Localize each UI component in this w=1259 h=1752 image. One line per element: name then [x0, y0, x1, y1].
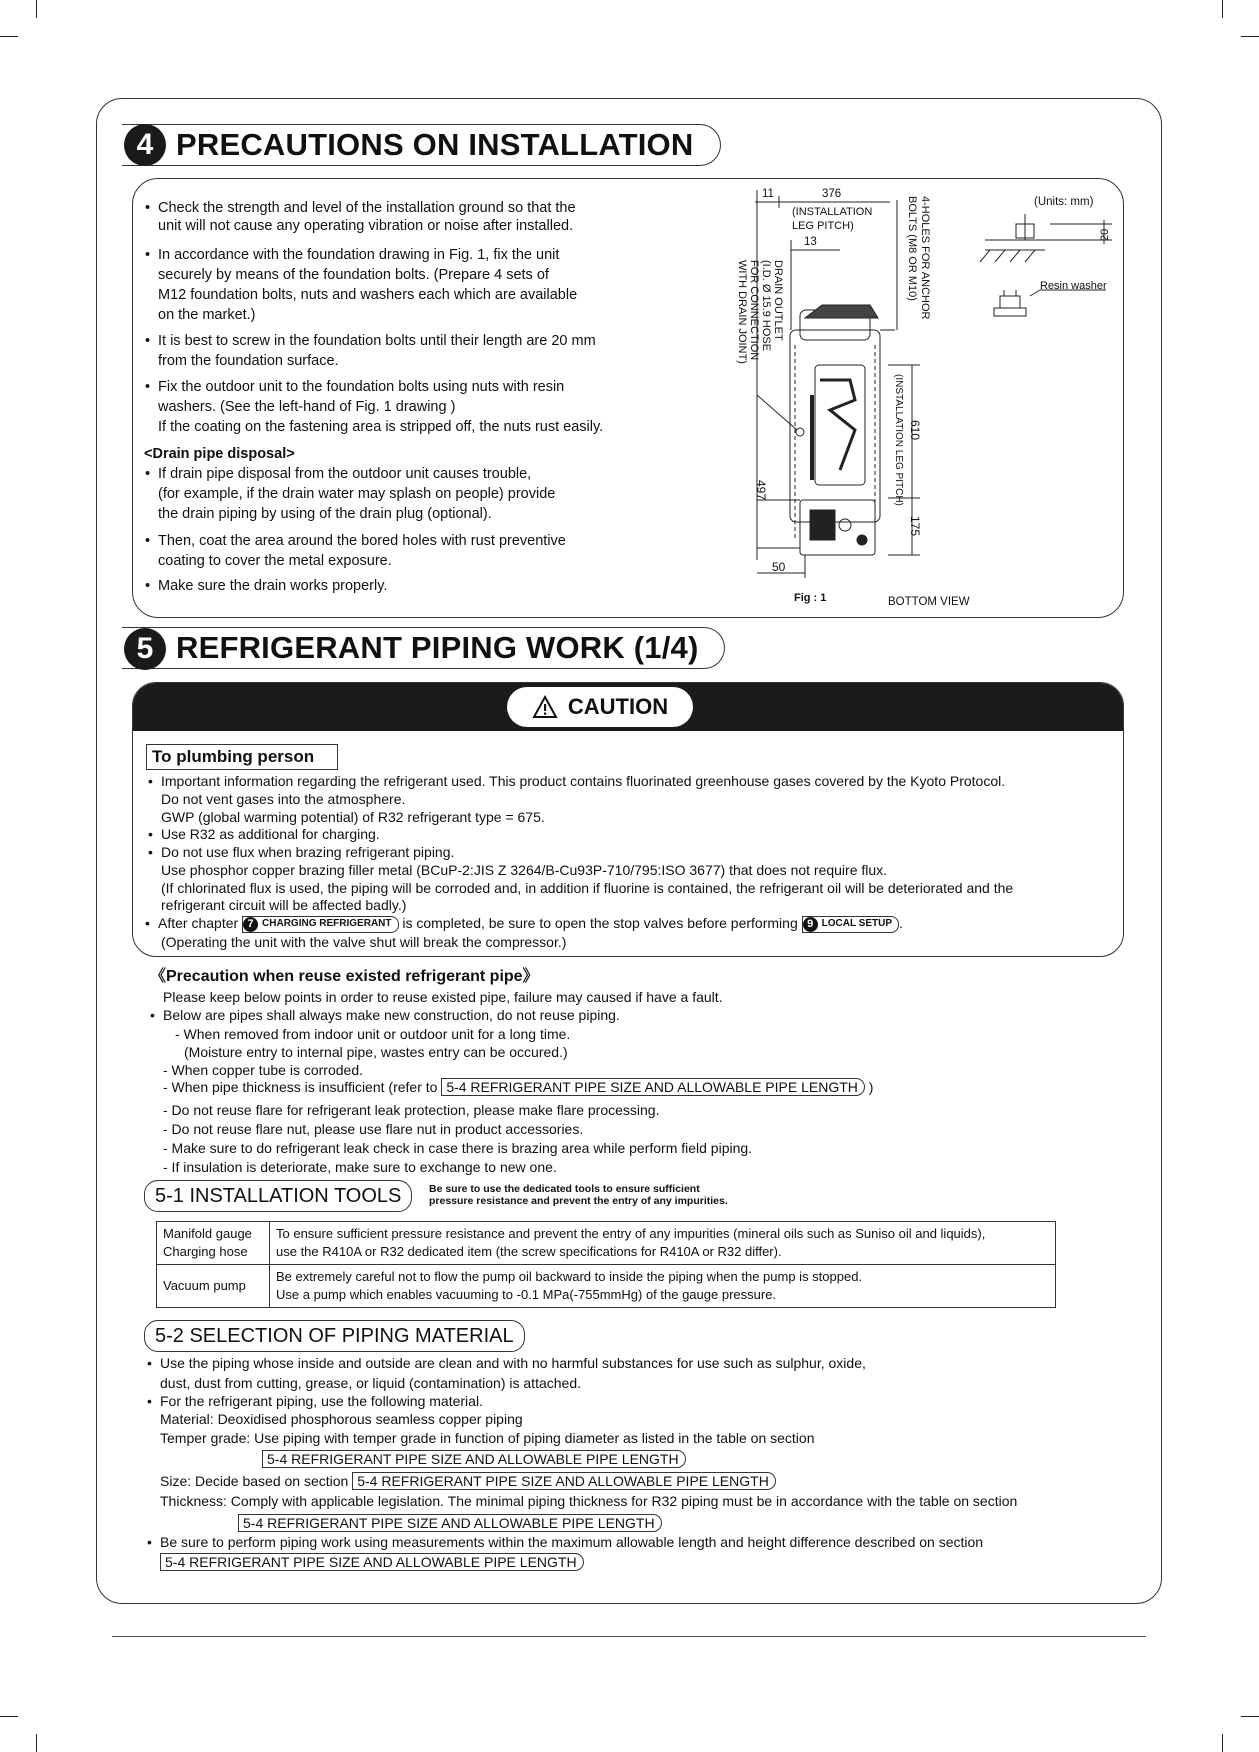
crop-mark	[1222, 0, 1223, 18]
warning-icon	[532, 695, 558, 719]
tool-name-cell: Vacuum pump	[157, 1265, 270, 1308]
fig-resin-washer: Resin washer	[1040, 280, 1107, 292]
caution-line-chapters: • After chapter 7 CHARGING REFRIGERANT is completed, be sure to open the stop valves before performing 9 LOCAL SETUP .	[158, 914, 903, 933]
s4-drain-bullet-3: • Make sure the drain works properly.	[158, 577, 387, 595]
s4-bullet-4: • Fix the outdoor unit to the foundation bolts using nuts with resin washers. (See the left-hand of Fig. 1 drawing ) If the coating on the fastening area is stripped off, the nuts rust easily.	[158, 377, 603, 437]
section-5-1-note: Be sure to use the dedicated tools to ensure sufficient pressure resistance and prevent the entry of any impurities.	[429, 1183, 728, 1207]
reuse-line: Please keep below points in order to reuse existed pipe, failure may caused if have a fault.	[163, 989, 723, 1005]
caution-line: Use phosphor copper brazing filler metal (BCuP-2:JIS Z 3264/B-Cu93P-710/795:ISO 3677) that does not require flux.	[161, 862, 888, 878]
s52-line: • For the refrigerant piping, use the following material.	[160, 1392, 483, 1410]
s52-line: • Be sure to perform piping work using measurements within the maximum allowable length and height difference described on section	[160, 1533, 983, 1551]
fig-dim-376: 376	[822, 188, 842, 200]
fig-units: (Units: mm)	[1034, 196, 1094, 208]
tool-desc-cell: Be extremely careful not to flow the pump oil backward to inside the piping when the pump is stopped. Use a pump which enables vacuuming to -0.1 MPa(-755mmHg) of the gauge pressure.	[270, 1265, 1056, 1308]
section-4-title: PRECAUTIONS ON INSTALLATION	[176, 127, 694, 162]
ref-5-4-link[interactable]: 5-4 REFRIGERANT PIPE SIZE AND ALLOWABLE PIPE LENGTH	[262, 1450, 686, 1468]
s52-line: Material: Deoxidised phosphorous seamless copper piping	[160, 1411, 523, 1427]
fig-drain-label: DRAIN OUTLET (I.D. Ø 15.9 HOSE FOR CONNECTION WITH DRAIN JOINT)	[736, 260, 784, 364]
ref-5-4-link[interactable]: 5-4 REFRIGERANT PIPE SIZE AND ALLOWABLE PIPE LENGTH	[352, 1472, 776, 1490]
reuse-line: - When removed from indoor unit or outdoor unit for a long time.	[175, 1026, 571, 1042]
crop-mark	[0, 1716, 18, 1717]
tool-desc-cell: To ensure sufficient pressure resistance and prevent the entry of any impurities (mineral oils such as Suniso oil and liquids), use the R410A or R32 dedicated item (the screw specifications for R410A or R32 differ).	[270, 1222, 1056, 1265]
reuse-line: (Moisture entry to internal pipe, wastes entry can be occured.)	[184, 1044, 568, 1060]
crop-mark	[36, 0, 37, 18]
crop-mark	[1241, 36, 1259, 37]
caution-line: (If chlorinated flux is used, the piping will be corroded and, in addition if fluorine is contained, the refrigerant oil will be deteriorated and the	[161, 880, 1014, 896]
reuse-line: - If insulation is deteriorate, make sure to exchange to new one.	[163, 1159, 557, 1175]
fig-dim-11: 11	[762, 188, 774, 200]
reuse-heading: 《Precaution when reuse existed refrigerant pipe》	[150, 968, 539, 985]
fig-leg-pitch-2: LEG PITCH)	[792, 220, 854, 232]
s52-line: Temper grade: Use piping with temper grade in function of piping diameter as listed in the table on section	[160, 1430, 815, 1446]
crop-mark	[1222, 1734, 1223, 1752]
s52-line: • Use the piping whose inside and outside are clean and with no harmful substances for use such as sulphur, oxide,	[160, 1354, 866, 1372]
fig-label: Fig : 1	[794, 592, 827, 604]
caution-line: refrigerant circuit will be affected badly.)	[161, 897, 407, 913]
s4-drain-bullet-2: • Then, coat the area around the bored holes with rust preventive coating to cover the metal exposure.	[158, 531, 566, 571]
caution-line: (Operating the unit with the valve shut will break the compressor.)	[161, 934, 567, 950]
caution-line: • Do not use flux when brazing refrigerant piping.	[161, 843, 454, 861]
chapter-9-chip: 9 LOCAL SETUP	[802, 916, 899, 933]
s52-line: Thickness: Comply with applicable legislation. The minimal piping thickness for R32 piping must be in accordance with the table on section	[160, 1493, 1018, 1509]
reuse-line: - Do not reuse flare for refrigerant leak protection, please make flare processing.	[163, 1102, 660, 1118]
tool-name-cell: Manifold gauge Charging hose	[157, 1222, 270, 1265]
crop-mark	[0, 36, 18, 37]
s4-bullet-3: • It is best to screw in the foundation bolts until their length are 20 mm from the foundation surface.	[158, 331, 596, 371]
caution-line: • Use R32 as additional for charging.	[161, 825, 380, 843]
s52-ref-line	[160, 1553, 584, 1571]
s52-size-line: Size: Decide based on section 5-4 REFRIGERANT PIPE SIZE AND ALLOWABLE PIPE LENGTH	[160, 1472, 776, 1490]
fig-dim-20: 20	[1099, 228, 1111, 241]
s52-ref-line	[238, 1514, 662, 1532]
section-5-title: REFRIGERANT PIPING WORK (1/4)	[176, 630, 699, 665]
s4-drain-bullet-1: • If drain pipe disposal from the outdoor unit causes trouble, (for example, if the drain water may splash on people) provide the drain piping by using of the drain plug (optional).	[158, 464, 555, 524]
plumbing-heading: To plumbing person	[146, 744, 338, 770]
section-4-number: 4	[124, 124, 166, 166]
fig-dim-13: 13	[804, 236, 817, 248]
section-5-number: 5	[124, 628, 166, 670]
tools-table	[156, 1221, 1056, 1308]
reuse-line: - Make sure to do refrigerant leak check in case there is brazing area while perform field piping.	[163, 1140, 753, 1156]
caution-line: GWP (global warming potential) of R32 refrigerant type = 675.	[161, 809, 545, 825]
s52-line: dust, dust from cutting, grease, or liquid (contamination) is attached.	[160, 1375, 581, 1391]
caution-pill	[507, 687, 693, 727]
section-5-header	[122, 627, 725, 669]
crop-mark	[36, 1734, 37, 1752]
ref-5-4-link[interactable]: 5-4 REFRIGERANT PIPE SIZE AND ALLOWABLE PIPE LENGTH	[238, 1514, 662, 1532]
caution-line: Do not vent gases into the atmosphere.	[161, 791, 406, 807]
fig-view-label: BOTTOM VIEW	[888, 596, 970, 608]
table-row	[157, 1265, 1056, 1308]
caution-label: CAUTION	[567, 694, 669, 719]
fig-leg-pitch-1: (INSTALLATION	[792, 206, 873, 218]
table-row	[157, 1222, 1056, 1265]
section-5-2-title: 5-2 SELECTION OF PIPING MATERIAL	[144, 1320, 525, 1352]
section-4-header	[122, 124, 721, 166]
s4-bullet-1: • Check the strength and level of the installation ground so that the unit will not cause any operating vibration or noise after installed.	[158, 199, 576, 235]
reuse-line: - Do not reuse flare nut, please use flare nut in product accessories.	[163, 1121, 584, 1137]
drain-heading: <Drain pipe disposal>	[144, 446, 295, 462]
fig-anchor-label: 4-HOLES FOR ANCHOR BOLTS (M8 OR M10)	[906, 196, 931, 320]
crop-mark	[1241, 1716, 1259, 1717]
caution-line: • Important information regarding the refrigerant used. This product contains fluorinated greenhouse gases covered by the Kyoto Protocol.	[161, 772, 1005, 790]
footer-rule	[112, 1636, 1146, 1637]
reuse-line-ref: - When pipe thickness is insufficient (refer to 5-4 REFRIGERANT PIPE SIZE AND ALLOWABLE PIPE LENGTH )	[163, 1079, 874, 1095]
section-5-1-title: 5-1 INSTALLATION TOOLS	[144, 1180, 412, 1212]
reuse-line: • Below are pipes shall always make new construction, do not reuse piping.	[163, 1006, 620, 1024]
ref-5-4-link[interactable]: 5-4 REFRIGERANT PIPE SIZE AND ALLOWABLE PIPE LENGTH	[160, 1553, 584, 1571]
ref-5-4-link[interactable]: 5-4 REFRIGERANT PIPE SIZE AND ALLOWABLE PIPE LENGTH	[441, 1078, 865, 1096]
chapter-7-chip: 7 CHARGING REFRIGERANT	[242, 916, 398, 933]
caution-bar	[133, 683, 1123, 731]
s4-bullet-2: • In accordance with the foundation drawing in Fig. 1, fix the unit securely by means of the foundation bolts. (Prepare 4 sets of M12 foundation bolts, nuts and washers each which are available on the market.)	[158, 245, 577, 325]
s52-ref-line	[262, 1450, 686, 1468]
fig-dim-50: 50	[772, 560, 786, 574]
reuse-line: - When copper tube is corroded.	[163, 1062, 363, 1078]
